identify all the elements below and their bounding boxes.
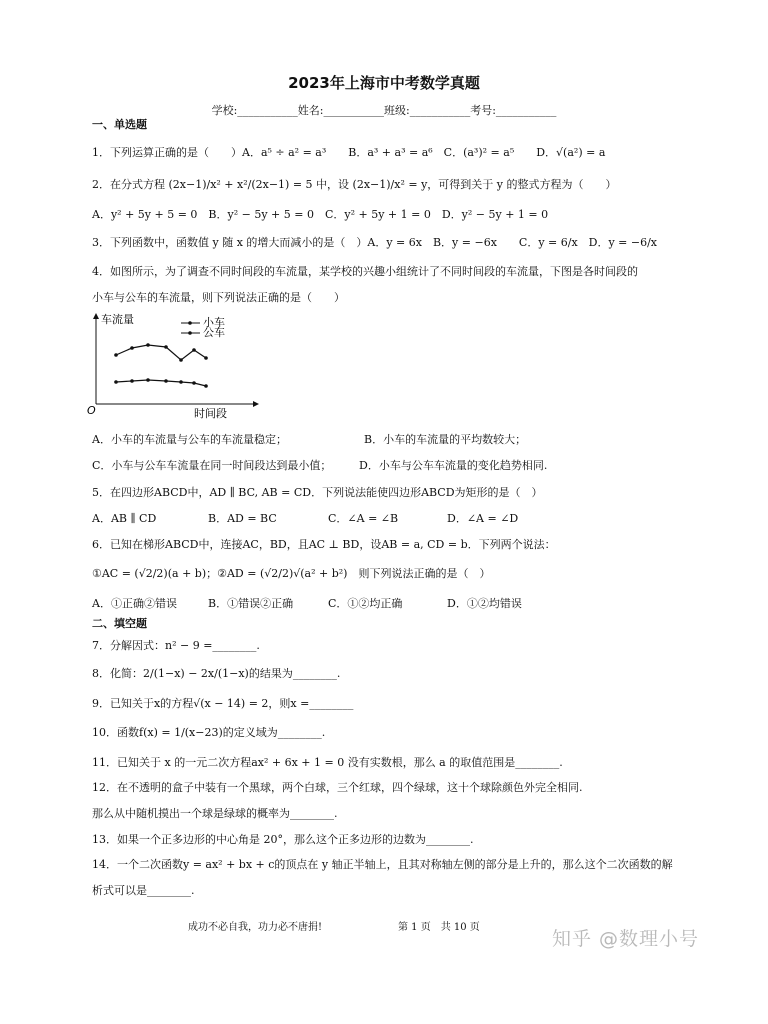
question-7: 7．分解因式：n² − 9 =________.: [92, 639, 260, 652]
legend-bus-marker: [188, 331, 192, 335]
car-series-line: [116, 345, 206, 360]
question-2: 2．在分式方程 (2x−1)/x² + x²/(2x−1) = 5 中，设 (2x−1)/x² = y，可得到关于 y 的整式方程为（ ）: [92, 178, 617, 191]
question-4-option-a: A．小车的车流量与公车的车流量稳定；: [92, 433, 287, 446]
student-info-fields: 学校:___________姓名:___________班级:___________考号:___________: [211, 104, 557, 117]
page-title: 2023年上海市中考数学真题: [288, 74, 480, 92]
question-2-options: A．y² + 5y + 5 = 0 B．y² − 5y + 5 = 0 C．y² + 5y + 1 = 0 D．y² − 5y + 1 = 0: [92, 208, 549, 221]
legend-car-marker: [188, 321, 192, 325]
question-3: 3．下列函数中，函数值 y 随 x 的增大而减小的是（ ）A．y = 6x B．y = −6x C．y = 6/x D．y = −6/x: [92, 236, 658, 249]
question-6-statements: ①AC = (√2/2)(a + b)；②AD = (√2/2)√(a² + b²) 则下列说法正确的是（ ）: [92, 567, 491, 580]
question-1: 1．下列运算正确的是（ ）A．a⁵ ÷ a² = a³ B．a³ + a³ = a⁶ C．(a³)² = a⁵ D．√(a²) = a: [92, 146, 606, 159]
question-8: 8．化简：2/(1−x) − 2x/(1−x)的结果为________.: [92, 667, 341, 680]
legend-bus-label: 公车: [203, 326, 225, 339]
question-14-line-1: 14．一个二次函数y = ax² + bx + c的顶点在 y 轴正半轴上，且其对称轴左侧的部分是上升的，那么这个二次函数的解: [92, 858, 673, 871]
zhihu-watermark: 知乎 @数理小号: [552, 928, 700, 950]
traffic-flow-chart: [86, 310, 266, 422]
question-4-option-c: C．小车与公车车流量在同一时间段达到最小值；: [92, 459, 332, 472]
question-4-line-1: 4．如图所示，为了调查不同时间段的车流量，某学校的兴趣小组统计了不同时间段的车流量，下图是各时间段的: [92, 265, 638, 278]
y-axis-label: 车流量: [101, 313, 134, 326]
question-11: 11．已知关于 x 的一元二次方程ax² + 6x + 1 = 0 没有实数根，那么 a 的取值范围是________.: [92, 756, 563, 769]
legend-car-label: 小车: [203, 316, 225, 329]
bus-series-points: [114, 378, 208, 388]
question-5-option-c: C．∠A = ∠B: [328, 512, 399, 525]
question-4-line-2: 小车与公车的车流量，则下列说法正确的是（ ）: [92, 291, 345, 304]
question-5-option-b: B．AD = BC: [208, 512, 277, 525]
question-6-option-d: D．①②均错误: [447, 597, 522, 610]
question-12-line-1: 12．在不透明的盒子中装有一个黑球，两个白球，三个红球，四个绿球，这十个球除颜色外完全相同.: [92, 781, 583, 794]
question-9: 9．已知关于x的方程√(x − 14) = 2，则x =________: [92, 697, 354, 710]
question-6-option-b: B．①错误②正确: [208, 597, 294, 610]
question-4-option-d: D．小车与公车车流量的变化趋势相同.: [359, 459, 548, 472]
section-heading-fill-blank: 二、填空题: [92, 617, 147, 630]
question-13: 13．如果一个正多边形的中心角是 20°，那么这个正多边形的边数为________.: [92, 833, 474, 846]
question-4-option-b: B．小车的车流量的平均数较大；: [364, 433, 527, 446]
question-12-line-2: 那么从中随机摸出一个球是绿球的概率为________.: [92, 807, 338, 820]
question-6-option-a: A．①正确②错误: [92, 597, 177, 610]
section-heading-single-choice: 一、单选题: [92, 118, 147, 131]
question-5-option-d: D．∠A = ∠D: [447, 512, 519, 525]
footer-page-number: 第 1 页 共 10 页: [398, 922, 480, 933]
x-axis-label: 时间段: [194, 407, 227, 420]
footer-motto: 成功不必自我，功力必不唐捐!: [188, 922, 323, 933]
question-14-line-2: 析式可以是________.: [92, 884, 195, 897]
origin-label: O: [87, 404, 96, 417]
question-10: 10．函数f(x) = 1/(x−23)的定义域为________.: [92, 726, 326, 739]
question-5-option-a: A．AB ∥ CD: [92, 512, 157, 525]
question-6-option-c: C．①②均正确: [328, 597, 403, 610]
question-5: 5．在四边形ABCD中，AD ∥ BC, AB = CD．下列说法能使四边形ABCD为矩形的是（ ）: [92, 486, 543, 499]
question-6: 6．已知在梯形ABCD中，连接AC，BD，且AC ⊥ BD，设AB = a, CD = b．下列两个说法：: [92, 538, 556, 551]
